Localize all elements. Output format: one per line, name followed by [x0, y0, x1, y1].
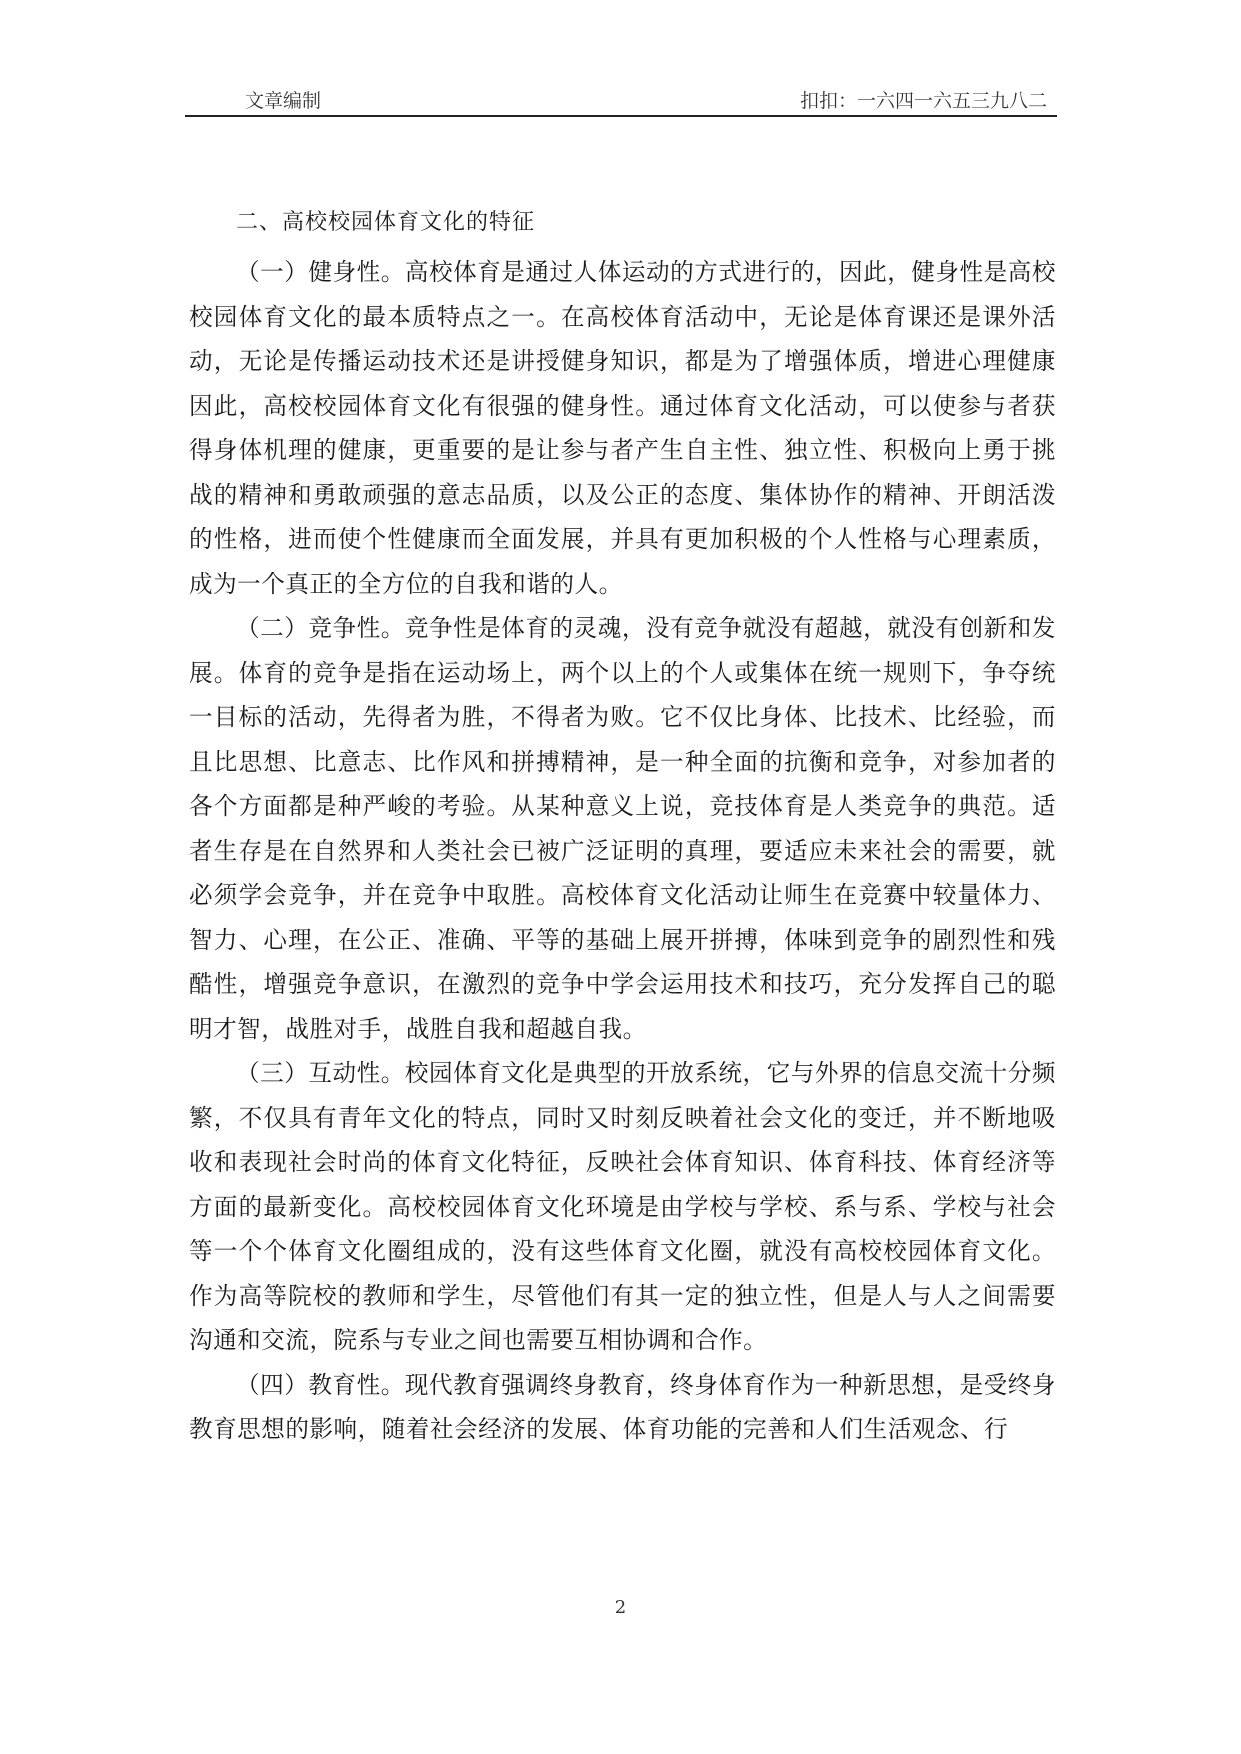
- paragraph-competition: （二）竞争性。竞争性是体育的灵魂，没有竞争就没有超越，就没有创新和发展。体育的竞争是指在运动场上，两个以上的个人或集体在统一规则下，争夺统一目标的活动，先得者为胜，不得者为败。它不仅比身体、比技术、比经验，而且比思想、比意志、比作风和拼搏精神，是一种全面的抗衡和竞争，对参加者的各个方面都是种严峻的考验。从某种意义上说，竞技体育是人类竞争的典范。适者生存是在自然界和人类社会已被广泛证明的真理，要适应未来社会的需要，就必须学会竞争，并在竞争中取胜。高校体育文化活动让师生在竞赛中较量体力、智力、心理，在公正、准确、平等的基础上展开拼搏，体味到竞争的剧烈性和残酷性，增强竞争意识，在激烈的竞争中学会运用技术和技巧，充分发挥自己的聪明才智，战胜对手，战胜自我和超越自我。: [189, 614, 1056, 1043]
- section-heading: 二、高校校园体育文化的特征: [236, 210, 536, 235]
- paragraph-education: （四）教育性。现代教育强调终身教育，终身体育作为一种新思想，是受终身教育思想的影响，随着社会经济的发展、体育功能的完善和人们生活观念、行: [189, 1370, 1056, 1443]
- header-left-text: 文章编制: [245, 90, 322, 112]
- page-header: [185, 86, 1057, 114]
- header-divider: [185, 115, 1057, 117]
- page-number: 2: [614, 1597, 627, 1618]
- paragraph-fitness: （一）健身性。高校体育是通过人体运动的方式进行的，因此，健身性是高校校园体育文化的最本质特点之一。在高校体育活动中，无论是体育课还是课外活动，无论是传播运动技术还是讲授健身知识，都是为了增强体质，增进心理健康 因此，高校校园体育文化有很强的健身性。通过体育文化活动，可以使参与者获得身体机理的健康，更重要的是让参与者产生自主性、独立性、积极向上勇于挑战的精神和勇敢顽强的意志品质，以及公正的态度、集体协作的精神、开朗活泼的性格，进而使个性健康而全面发展，并具有更加积极的个人性格与心理素质，成为一个真正的全方位的自我和谐的人。: [189, 258, 1056, 598]
- header-right-text: 扣扣：一六四一六五三九八二: [799, 90, 1047, 112]
- paragraph-interaction: （三）互动性。校园体育文化是典型的开放系统，它与外界的信息交流十分频繁，不仅具有青年文化的特点，同时又时刻反映着社会文化的变迁，并不断地吸收和表现社会时尚的体育文化特征，反映社会体育知识、体育科技、体育经济等方面的最新变化。高校校园体育文化环境是由学校与学校、系与系、学校与社会等一个个体育文化圈组成的，没有这些体育文化圈，就没有高校校园体育文化。作为高等院校的教师和学生，尽管他们有其一定的独立性，但是人与人之间需要沟通和交流，院系与专业之间也需要互相协调和合作。: [189, 1059, 1056, 1354]
- page-body: [189, 204, 1056, 1452]
